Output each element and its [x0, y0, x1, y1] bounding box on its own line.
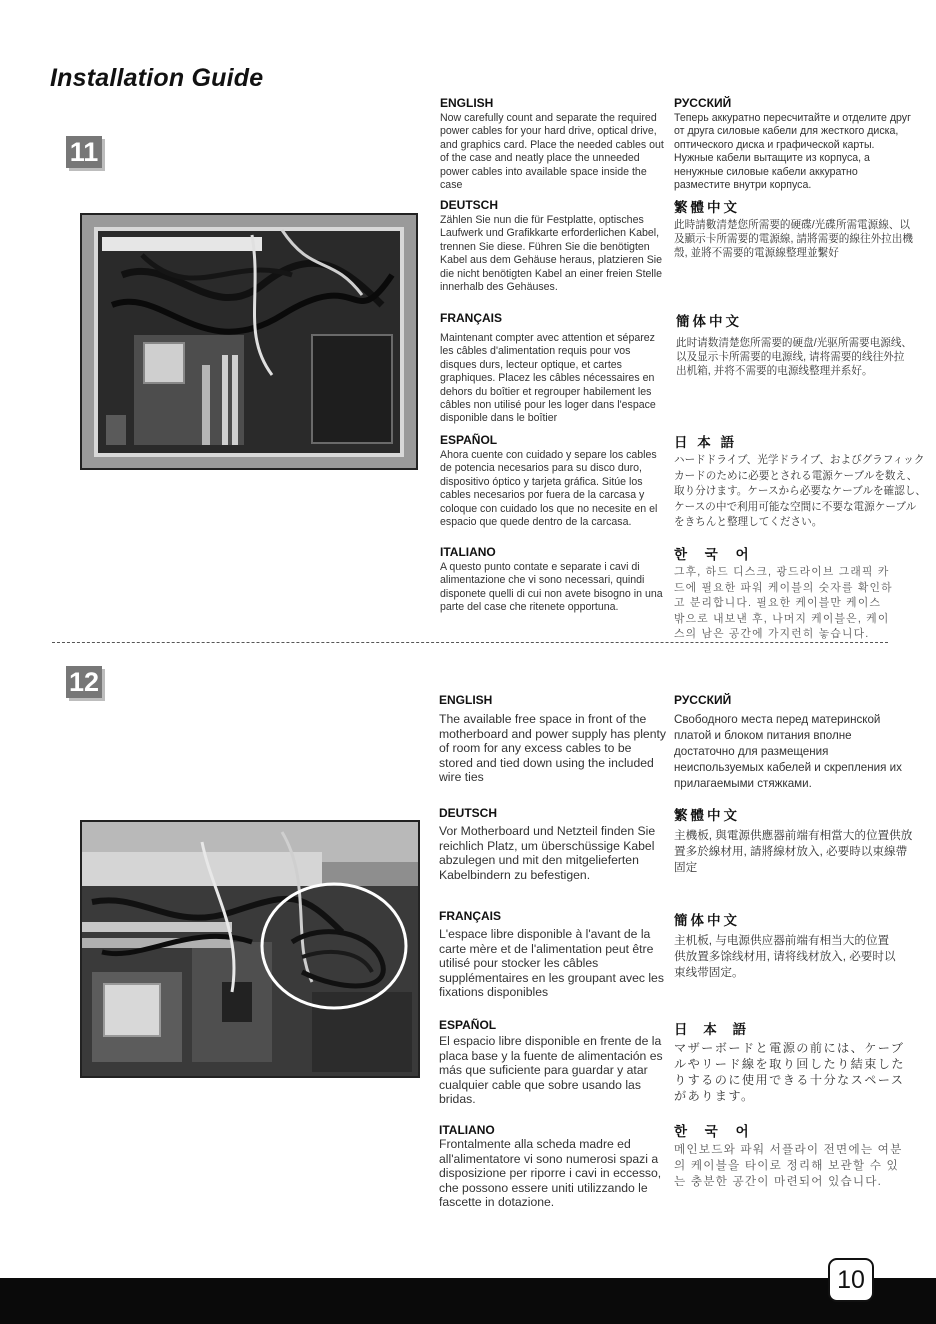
lang-heading: FRANÇAIS: [439, 909, 501, 923]
lang-heading: 簡体中文: [674, 913, 740, 928]
lang-heading: РУССКИЙ: [674, 96, 732, 110]
lang-text: Zählen Sie nun die für Festplatte, optisches Laufwerk und Grafikkarte erforderlichen Kabel, trennen Sie diese. Führen Sie die benötigten Kabel aus dem Gehäuse heraus, platzieren Sie die nicht benötigten Kabel an einer freien Stelle innerhalb des Gehäuses.: [440, 214, 663, 294]
lang-heading: ITALIANO: [440, 545, 496, 559]
lang-text: Frontalmente alla scheda madre ed all'alimentatore vi sono numerosi spazi a disposizione per riporre i cavi in eccesso, che possono essere uniti utilizzando le fascette in dotazione.: [439, 1137, 662, 1210]
lang-heading: 한 국 어: [674, 547, 756, 562]
lang-heading: DEUTSCH: [440, 198, 499, 212]
lang-heading: DEUTSCH: [439, 806, 498, 820]
step-11-japanese: [674, 431, 926, 531]
lang-text: 그후, 하드 디스크, 광드라이브 그래픽 카드에 필요한 파워 케이블의 숫자를 확인하고 분리합니다. 필요한 케이블만 케이스 밖으로 내보낸 후, 나머지 케이블은, 케이스의 남은 공간에 가지런히 놓습니다.: [674, 566, 893, 641]
step-11-simplified-chinese: [676, 310, 912, 378]
lang-heading: 日 本 語: [674, 435, 738, 450]
step-11-francais: [440, 311, 668, 426]
step-11-korean: [674, 543, 896, 643]
lang-heading: ESPAÑOL: [440, 433, 498, 447]
step-11-espanol: [440, 433, 668, 529]
step-12-traditional-chinese: [674, 804, 914, 876]
lang-text: Свободного места перед материнской платой и блоком питания вполне достаточно для размещения неиспользуемых кабелей и скрепления их прилагаемыми стяжками.: [674, 713, 902, 790]
step-11-photo: [80, 213, 418, 470]
lang-heading: ENGLISH: [439, 693, 493, 707]
step-11-badge: 11: [66, 136, 102, 168]
step-11-russian: [674, 96, 914, 192]
lang-text: The available free space in front of the motherboard and power supply has plenty of room for any excess cables to be stored and tied down using the included wire ties: [439, 712, 666, 785]
lang-heading: ITALIANO: [439, 1123, 495, 1137]
step-12-deutsch: [439, 806, 667, 882]
lang-heading: 日 本 語: [674, 1022, 753, 1037]
step-12-espanol: [439, 1018, 667, 1107]
lang-heading: РУССКИЙ: [674, 693, 732, 707]
footer-bar: [0, 1278, 936, 1324]
step-12-italiano: [439, 1123, 667, 1210]
page-number: 10: [828, 1258, 874, 1302]
step-12-japanese: [674, 1018, 914, 1104]
lang-text: マザーボードと電源の前には、ケーブルやリード線を取り回したり結束したりするのに使用できる十分なスペースがあります。: [674, 1041, 905, 1103]
lang-text: 主機板, 與電源供應器前端有相當大的位置供放置多於線材用, 請將線材放入, 必要時以束線帶固定: [674, 829, 913, 874]
lang-text: L'espace libre disponible à l'avant de la carte mère et de l'alimentation peut être utilisé pour stocker les câbles supplémentaires en les groupant avec les fixations disponibles: [439, 927, 664, 1000]
lang-text: Теперь аккуратно пересчитайте и отделите друг от друга силовые кабели для жесткого диска, оптического диска и графической карты. Нужные кабели вытащите из корпуса, а ненужные силовые кабели аккуратно разместите внутри корпуса.: [674, 112, 911, 192]
lang-heading: ESPAÑOL: [439, 1018, 497, 1032]
lang-text: Now carefully count and separate the required power cables for your hard drive, optical drive, and graphics card. Place the needed cables out of the case and neatly place the unneeded power cables into available space inside the case: [440, 112, 664, 192]
lang-text: ハードドライブ、光学ドライブ、およびグラフィックカードのために必要とされる電源ケーブルを数え、取り分けます。ケースから必要なケーブルを確認し、ケースの中で利用可能な空間に不要な電源ケーブルをきちんと整理してください。: [674, 454, 926, 529]
step-11-english: [440, 96, 668, 192]
step-11-traditional-chinese: [674, 196, 914, 260]
lang-heading: 繁體中文: [674, 200, 740, 215]
step-12-badge: 12: [66, 666, 102, 698]
lang-text: A questo punto contate e separate i cavi di alimentazione che vi sono necessari, quindi disponete quelli di cui non avete bisogno in una parte del case che ritenete opportuna.: [440, 561, 663, 614]
section-divider: [52, 642, 888, 643]
lang-heading: 簡体中文: [676, 314, 742, 329]
lang-text: Ahora cuente con cuidado y separe los cables de potencia necesarios para su disco duro, dispositivo óptico y tarjeta gráfica. Sitúe los cables necesarios por fuera de la carcasa y coloque con cuidado los que no necesite en el espacio que quede dentro de la carcasa.: [440, 449, 658, 529]
lang-heading: ENGLISH: [440, 96, 494, 110]
lang-text: 메인보드와 파워 서플라이 전면에는 여분의 케이블을 타이로 정리해 보관할 수 있는 충분한 공간이 마련되어 있습니다.: [674, 1143, 903, 1188]
step-11-italiano: [440, 545, 668, 615]
lang-text: 主机板, 与电源供应器前端有相当大的位置供放置多馀线材用, 请将线材放入, 必要时以束线带固定。: [674, 934, 896, 979]
lang-heading: FRANÇAIS: [440, 311, 502, 325]
step-11-deutsch: [440, 198, 668, 294]
lang-text: 此時請數清楚您所需要的硬碟/光碟所需電源線、以及顯示卡所需要的電源線, 請將需要的線往外拉出機殼, 並將不需要的電源線整理並繫好: [674, 219, 913, 259]
page-title: Installation Guide: [50, 64, 264, 92]
lang-text: Maintenant compter avec attention et séparez les câbles d'alimentation requis pour vos disques durs, lecteur optique, et cartes graphiques. Placez les câbles nécessaires en dehors du boîtier et regrouper habilement les câbles non utilisé pour les loger dans l'espace disponible dans le boîtier: [440, 332, 656, 425]
step-12-simplified-chinese: [674, 909, 898, 981]
lang-heading: 繁體中文: [674, 808, 740, 823]
step-12-korean: [674, 1120, 904, 1190]
lang-text: 此时请数清楚您所需要的硬盘/光驱所需要电源线、以及显示卡所需要的电源线, 请将需要的线往外拉出机箱, 并将不需要的电源线整理并系好。: [676, 337, 913, 377]
step-12-photo: [80, 820, 420, 1078]
step-12-russian: [674, 693, 914, 792]
lang-text: El espacio libre disponible en frente de la placa base y la fuente de alimentación es más que suficiente para guardar y atar cualquier cable que sobre usando las bridas.: [439, 1034, 663, 1107]
lang-heading: 한 국 어: [674, 1124, 756, 1139]
lang-text: Vor Motherboard und Netzteil finden Sie reichlich Platz, um überschüssige Kabel abzulegen und mit den mitgelieferten Kabelbindern zu befestigen.: [439, 824, 656, 882]
step-12-francais: [439, 909, 667, 1000]
step-12-english: [439, 693, 667, 785]
